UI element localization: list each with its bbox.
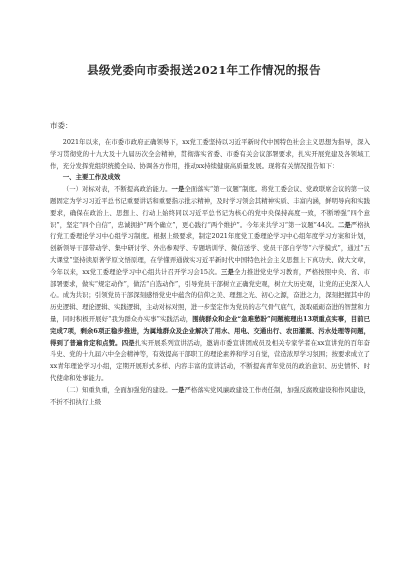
paragraph-text: 严格落实党风廉政建设工作责任制，加强反腐败建设和作风建设，不折不扣执行上级	[50, 385, 371, 406]
ordinal-marker: 一是	[171, 185, 185, 194]
paragraph-text: 全面落实“第一议题”制度。将党工委会议、党政联席会议的第一议题固定为学习习近平总书记重要讲话和重要指示批示精神，及时学习领会其精神实质、丰富内涵，鲜明导向和实践要求，确保在政治上、思想上、行动上始终同以习近平总书记为核心的党中央保持高度一致，不断增强“四个意识”，坚定“四个自信”，忠诚拥护“两个确立”，更心践行“两个维护”。今年来共学习“第一议题”44次。	[50, 185, 370, 229]
paragraph-political-ability	[50, 184, 370, 385]
paragraph-text: 全力推进党史学习教育，严格按照中央、省、市部署要求，做实“规定动作”，做活“自选动作”，引导党员干部树立正确党史观，树立大历史观，让党的正史深入人心。成为共识；引领党员干部深刻感悟党史中蕴含的信仰之美、理想之光、初心之源，奋进之力，深刻把握其中的历史逻辑、理论逻辑、实践逻辑，主动对标对照，进一步坚定作为党员的志气骨气底气，汲取砥砺奋进的智慧和力量，同时积极开展好“我为群众办实事”实践活动，	[50, 267, 371, 323]
ordinal-marker: 四是	[121, 338, 135, 347]
paragraph-text: 严格执行党工委理论学习中心组学习制度。根据上级要求，制定2021年度党工委理论学习中心组年度学习方案和计划，创新领导干部带动学、集中研讨学、外出参观学、专题培训学、微信送学、党员干部自学等“六学模式”，通过“五大课堂”坚持读原著学原文悟原理，在学懂弄通做实习近平新时代中国特色社会主义思想上下真功夫、做大文章，今年以来，xx党工委理论学习中心组共计召开学习会15次。	[50, 220, 371, 276]
salutation: 市委：	[50, 121, 73, 130]
paragraph-party-building	[50, 385, 370, 409]
paragraph-lead: （二）知重负重，全面加强党的建设。	[62, 385, 172, 394]
section-heading: 一、主要工作及成效	[62, 173, 121, 182]
paragraph-lead: （一）对标对表，不断提高政治能力。	[62, 185, 172, 194]
document-title: 县级党委向市委报送2021年工作情况的报告	[87, 63, 321, 77]
intro-paragraph: 2021年以来，在市委市政府正确领导下，xx党工委坚持以习近平新时代中国特色社会主义思想为指导，深入学习贯彻党的十九大及十九届历次全会精神，贯彻落实省委、市委有关会议部署要求，扎实开展党建及各领域工作，充分发挥党组织统揽全局、协调各方作用，推动xx持续健康高质量发展。现将有关情况报告如下：	[50, 138, 370, 170]
ordinal-marker: 一是	[171, 385, 185, 394]
ordinal-marker: 三是	[221, 267, 235, 276]
paragraph-text: 扎实开展系列宣讲活动，邀请市委宣讲团成员及相关专家学者在xx宣讲党的百年奋斗史、党的十九届六中全会精神等，有效提高干部职工的理论素养和学习自觉，营造浓厚学习氛围；按要求成立了xx青年理论学习小组，定期开展形式多样、内容丰富的宣讲活动，不断提高青年党员的政治意识、历史情怀、时代使命和处事能力。	[50, 338, 371, 382]
document-body	[50, 137, 370, 408]
ordinal-marker: 二是	[337, 220, 351, 229]
bold-text: 围绕群众和企业“急难愁盼”问题梳理出13项重点实事，目前已完成7项，剩余6项正稳步推进，为属地群众及企业解决了用水、用电、交通出行、农田灌溉、污水处理等问题，得到了普遍肯定和点赞。	[50, 314, 370, 347]
